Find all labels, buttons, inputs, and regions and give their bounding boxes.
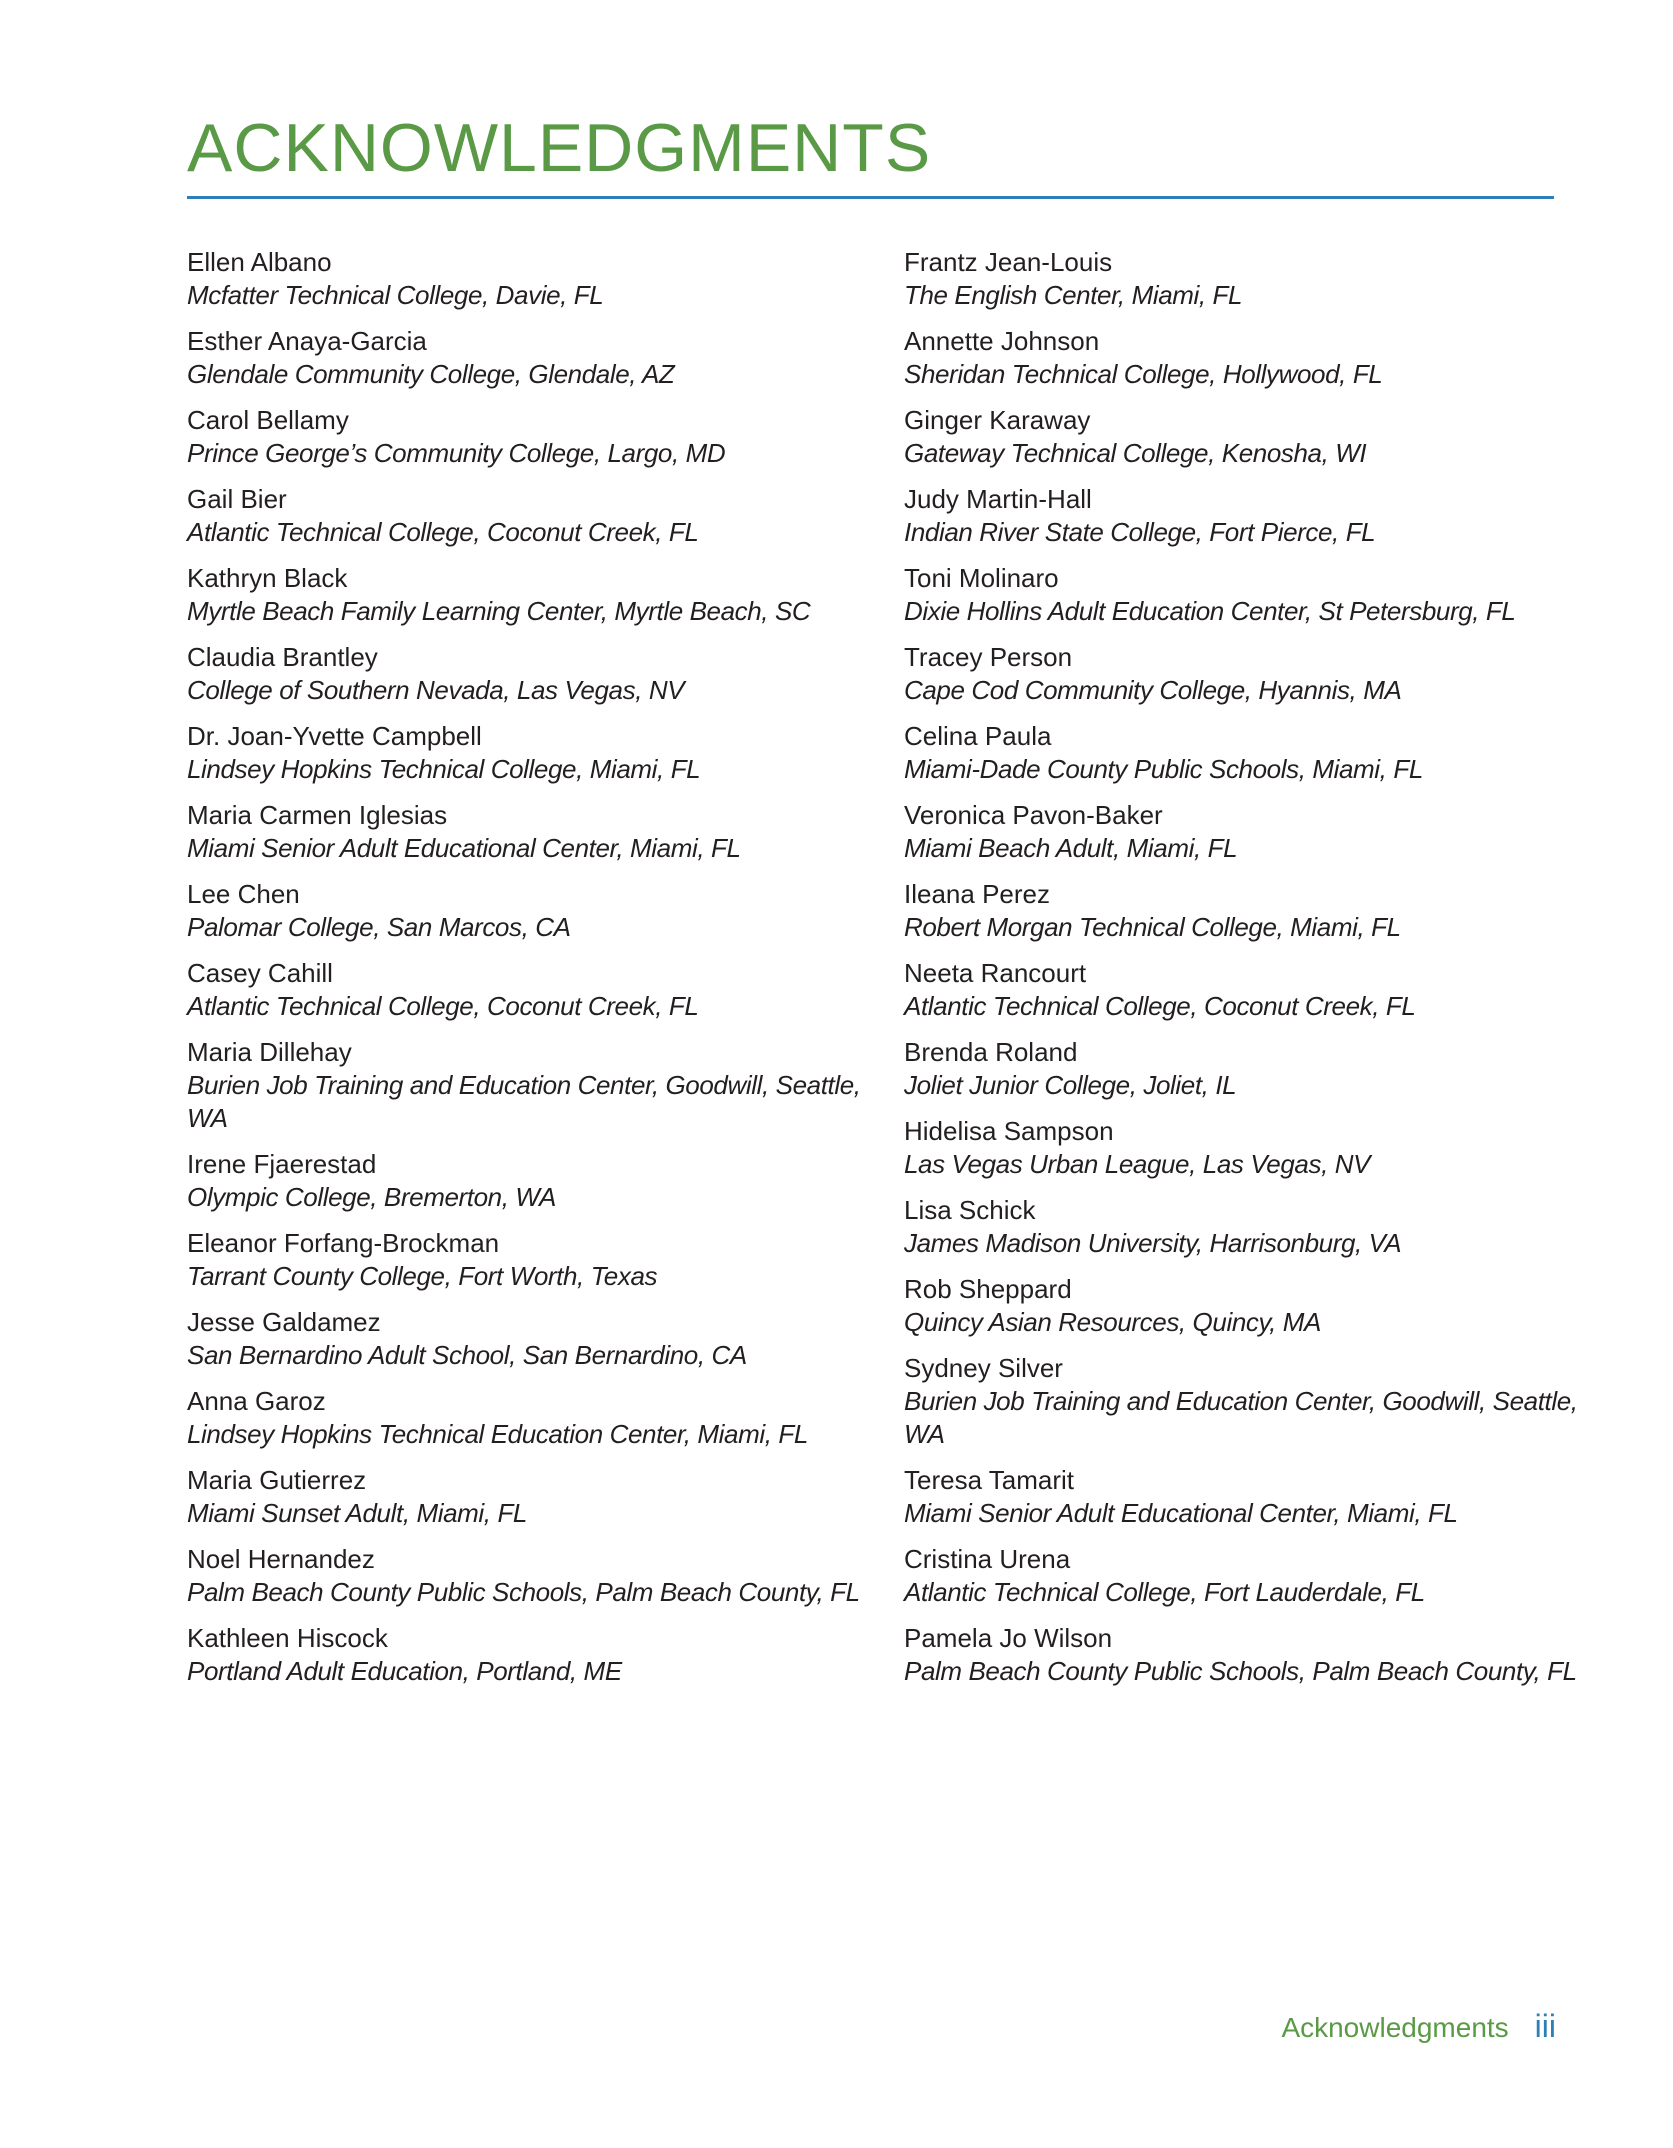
- contributor-name: Claudia Brantley: [187, 642, 378, 672]
- contributor-affiliation: Palomar College, San Marcos, CA: [187, 912, 571, 942]
- acknowledgment-entry: [904, 720, 1604, 786]
- acknowledgment-entry: [904, 799, 1604, 865]
- acknowledgment-entry: [187, 1036, 877, 1135]
- contributor-affiliation: Atlantic Technical College, Coconut Creek, FL: [187, 517, 699, 547]
- contributor-name: Ellen Albano: [187, 247, 332, 277]
- contributor-name: Kathryn Black: [187, 563, 348, 593]
- contributor-affiliation: Miami-Dade County Public Schools, Miami, FL: [904, 754, 1423, 784]
- contributor-affiliation: Tarrant County College, Fort Worth, Texas: [187, 1261, 658, 1291]
- contributor-affiliation: Cape Cod Community College, Hyannis, MA: [904, 675, 1402, 705]
- acknowledgment-entry: [187, 720, 877, 786]
- contributor-affiliation: The English Center, Miami, FL: [904, 280, 1243, 310]
- contributor-affiliation: Prince George’s Community College, Largo, MD: [187, 438, 726, 468]
- contributor-affiliation: Mcfatter Technical College, Davie, FL: [187, 280, 604, 310]
- acknowledgment-entry: [904, 1543, 1604, 1609]
- contributor-name: Dr. Joan-Yvette Campbell: [187, 721, 482, 751]
- acknowledgment-entry: [904, 562, 1604, 628]
- acknowledgment-entry: [904, 957, 1604, 1023]
- contributor-affiliation: College of Southern Nevada, Las Vegas, NV: [187, 675, 685, 705]
- contributor-affiliation: Miami Senior Adult Educational Center, Miami, FL: [187, 833, 741, 863]
- acknowledgment-entry: [904, 483, 1604, 549]
- contributor-name: Brenda Roland: [904, 1037, 1078, 1067]
- acknowledgment-entry: [187, 1385, 877, 1451]
- acknowledgment-entry: [187, 1148, 877, 1214]
- contributor-name: Teresa Tamarit: [904, 1465, 1075, 1495]
- contributor-name: Ginger Karaway: [904, 405, 1091, 435]
- contributor-name: Neeta Rancourt: [904, 958, 1087, 988]
- contributor-name: Pamela Jo Wilson: [904, 1623, 1113, 1653]
- contributor-affiliation: Portland Adult Education, Portland, ME: [187, 1656, 622, 1686]
- contributor-affiliation: Joliet Junior College, Joliet, IL: [904, 1070, 1237, 1100]
- contributor-affiliation: Atlantic Technical College, Coconut Creek, FL: [904, 991, 1416, 1021]
- acknowledgment-entry: [904, 1036, 1604, 1102]
- contributor-affiliation: Burien Job Training and Education Center, Goodwill, Seattle, WA: [187, 1070, 861, 1133]
- contributor-name: Eleanor Forfang-Brockman: [187, 1228, 500, 1258]
- contributor-name: Jesse Galdamez: [187, 1307, 381, 1337]
- contributor-affiliation: Atlantic Technical College, Fort Lauderdale, FL: [904, 1577, 1425, 1607]
- contributor-affiliation: Miami Beach Adult, Miami, FL: [904, 833, 1238, 863]
- contributor-affiliation: Robert Morgan Technical College, Miami, FL: [904, 912, 1401, 942]
- acknowledgment-entry: [187, 1464, 877, 1530]
- contributor-name: Maria Dillehay: [187, 1037, 352, 1067]
- contributor-affiliation: Atlantic Technical College, Coconut Creek, FL: [187, 991, 699, 1021]
- contributor-name: Tracey Person: [904, 642, 1073, 672]
- contributor-name: Esther Anaya-Garcia: [187, 326, 427, 356]
- contributor-affiliation: Burien Job Training and Education Center, Goodwill, Seattle, WA: [904, 1386, 1578, 1449]
- contributor-name: Maria Carmen Iglesias: [187, 800, 448, 830]
- contributor-affiliation: Myrtle Beach Family Learning Center, Myrtle Beach, SC: [187, 596, 811, 626]
- acknowledgment-entry: [904, 641, 1604, 707]
- acknowledgment-entry: [187, 246, 877, 312]
- contributor-name: Celina Paula: [904, 721, 1052, 751]
- page-number: iii: [1534, 2008, 1556, 2044]
- contributor-affiliation: Lindsey Hopkins Technical College, Miami, FL: [187, 754, 701, 784]
- contributor-name: Veronica Pavon-Baker: [904, 800, 1163, 830]
- acknowledgment-entry: [187, 325, 877, 391]
- title-divider: [187, 196, 1554, 199]
- contributor-name: Casey Cahill: [187, 958, 333, 988]
- acknowledgment-entry: [187, 799, 877, 865]
- acknowledgments-right-column: [904, 246, 1604, 1701]
- acknowledgment-entry: [904, 1352, 1604, 1451]
- contributor-affiliation: Las Vegas Urban League, Las Vegas, NV: [904, 1149, 1371, 1179]
- contributor-name: Annette Johnson: [904, 326, 1100, 356]
- contributor-name: Hidelisa Sampson: [904, 1116, 1114, 1146]
- acknowledgment-entry: [187, 1227, 877, 1293]
- contributor-name: Cristina Urena: [904, 1544, 1071, 1574]
- acknowledgment-entry: [187, 957, 877, 1023]
- acknowledgment-entry: [904, 1115, 1604, 1181]
- contributor-name: Maria Gutierrez: [187, 1465, 367, 1495]
- contributor-affiliation: Gateway Technical College, Kenosha, WI: [904, 438, 1367, 468]
- page-footer: [1281, 2008, 1556, 2046]
- acknowledgment-entry: [904, 1464, 1604, 1530]
- contributor-affiliation: Indian River State College, Fort Pierce, FL: [904, 517, 1376, 547]
- contributor-affiliation: James Madison University, Harrisonburg, VA: [904, 1228, 1402, 1258]
- acknowledgment-entry: [904, 1273, 1604, 1339]
- acknowledgment-entry: [904, 1194, 1604, 1260]
- contributor-name: Irene Fjaerestad: [187, 1149, 377, 1179]
- contributor-name: Lisa Schick: [904, 1195, 1036, 1225]
- acknowledgment-entry: [904, 404, 1604, 470]
- contributor-name: Frantz Jean-Louis: [904, 247, 1113, 277]
- acknowledgment-entry: [187, 1306, 877, 1372]
- acknowledgment-entry: [904, 325, 1604, 391]
- contributor-name: Ileana Perez: [904, 879, 1050, 909]
- acknowledgment-entry: [187, 483, 877, 549]
- contributor-name: Toni Molinaro: [904, 563, 1059, 593]
- acknowledgment-entry: [187, 404, 877, 470]
- acknowledgment-entry: [904, 878, 1604, 944]
- acknowledgment-entry: [187, 1543, 877, 1609]
- contributor-name: Gail Bier: [187, 484, 287, 514]
- contributor-name: Carol Bellamy: [187, 405, 349, 435]
- contributor-name: Judy Martin-Hall: [904, 484, 1092, 514]
- contributor-affiliation: Miami Sunset Adult, Miami, FL: [187, 1498, 527, 1528]
- contributor-name: Sydney Silver: [904, 1353, 1063, 1383]
- contributor-name: Rob Sheppard: [904, 1274, 1072, 1304]
- contributor-affiliation: Dixie Hollins Adult Education Center, St Petersburg, FL: [904, 596, 1516, 626]
- contributor-name: Kathleen Hiscock: [187, 1623, 388, 1653]
- footer-section-label: Acknowledgments: [1281, 2012, 1509, 2043]
- contributor-affiliation: Palm Beach County Public Schools, Palm Beach County, FL: [904, 1656, 1577, 1686]
- contributor-name: Anna Garoz: [187, 1386, 326, 1416]
- contributor-affiliation: Quincy Asian Resources, Quincy, MA: [904, 1307, 1321, 1337]
- acknowledgment-entry: [187, 641, 877, 707]
- acknowledgment-entry: [904, 246, 1604, 312]
- contributor-affiliation: San Bernardino Adult School, San Bernardino, CA: [187, 1340, 747, 1370]
- page-title: ACKNOWLEDGMENTS: [187, 110, 932, 186]
- contributor-affiliation: Olympic College, Bremerton, WA: [187, 1182, 556, 1212]
- contributor-name: Noel Hernandez: [187, 1544, 375, 1574]
- contributor-name: Lee Chen: [187, 879, 300, 909]
- contributor-affiliation: Glendale Community College, Glendale, AZ: [187, 359, 675, 389]
- contributor-affiliation: Lindsey Hopkins Technical Education Center, Miami, FL: [187, 1419, 808, 1449]
- acknowledgment-entry: [187, 562, 877, 628]
- acknowledgment-entry: [904, 1622, 1604, 1688]
- acknowledgments-left-column: [187, 246, 877, 1701]
- contributor-affiliation: Miami Senior Adult Educational Center, Miami, FL: [904, 1498, 1458, 1528]
- acknowledgment-entry: [187, 878, 877, 944]
- contributor-affiliation: Sheridan Technical College, Hollywood, FL: [904, 359, 1383, 389]
- contributor-affiliation: Palm Beach County Public Schools, Palm Beach County, FL: [187, 1577, 860, 1607]
- acknowledgment-entry: [187, 1622, 877, 1688]
